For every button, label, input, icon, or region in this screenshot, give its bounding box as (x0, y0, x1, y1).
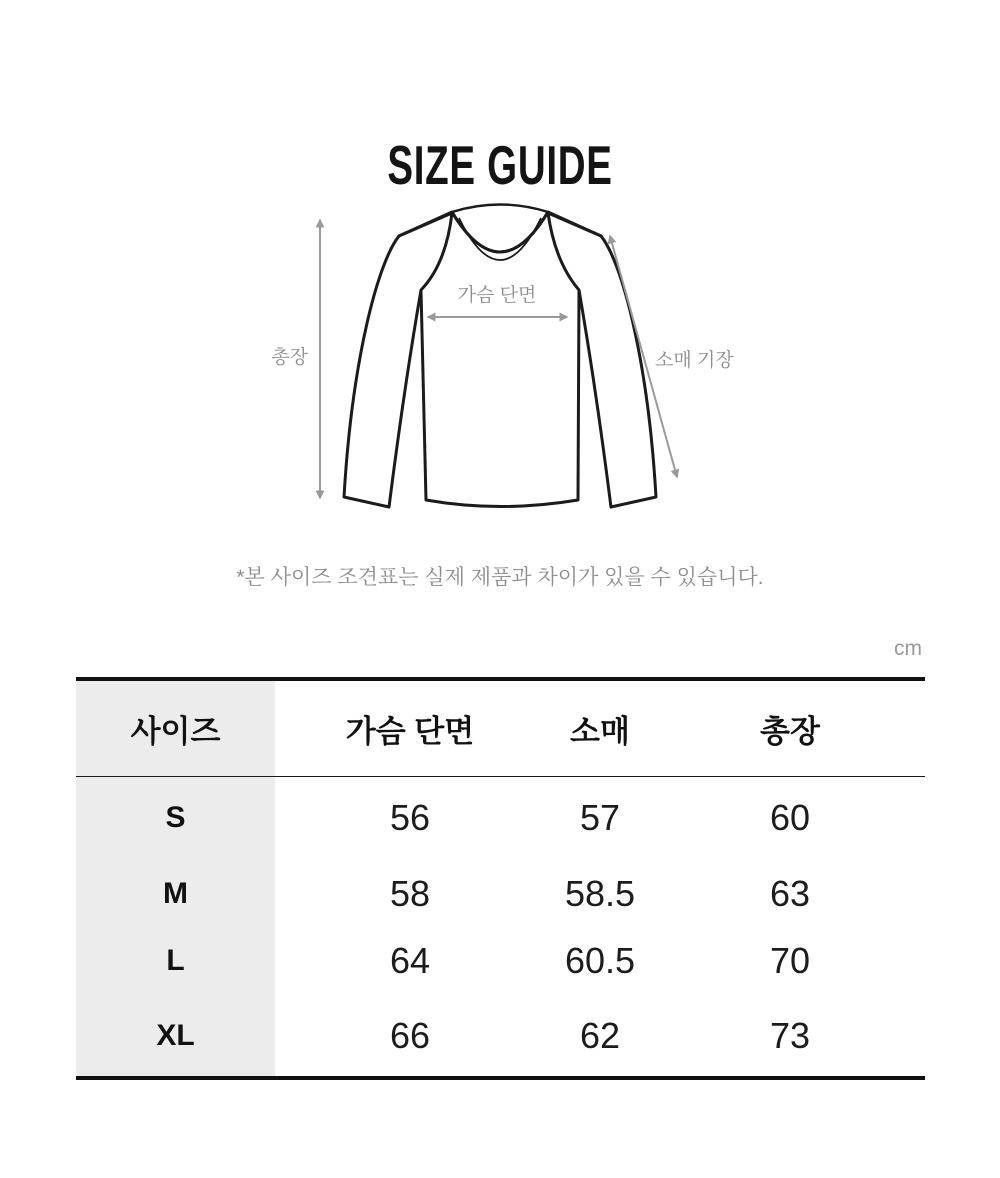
sleeve-measure-label: 소매 기장 (655, 350, 734, 371)
unit-label: cm (894, 637, 922, 660)
chest-cell: 56 (389, 797, 431, 839)
length-cell: 70 (769, 940, 811, 981)
chest-cell: 66 (389, 1014, 431, 1056)
sleeve-cell: 58.5 (564, 872, 636, 914)
chest-cell: 64 (389, 940, 431, 981)
shirt-back-neck-line (452, 205, 548, 213)
sleeve-cell: 60.5 (564, 940, 636, 981)
table-row-l (76, 927, 925, 995)
size-table (76, 677, 925, 1080)
col-header-length: 총장 (760, 713, 820, 749)
table-row-m (76, 860, 925, 927)
sleeve-cell: 62 (579, 1014, 621, 1056)
length-measure-label: 총장 (271, 347, 308, 368)
size-cell: L (76, 927, 275, 995)
size-table-header-row (76, 679, 925, 776)
size-cell: M (76, 860, 275, 927)
col-header-size: 사이즈 (76, 679, 275, 776)
size-cell: S (76, 776, 275, 860)
sleeve-cell: 57 (579, 797, 621, 839)
length-cell: 73 (769, 1014, 811, 1056)
length-cell: 63 (769, 872, 811, 914)
size-cell: XL (76, 995, 275, 1078)
page-title: SIZE GUIDE (387, 133, 613, 196)
chest-cell: 58 (389, 872, 431, 914)
table-row-xl (76, 995, 925, 1078)
table-row-s (76, 776, 925, 860)
chest-measure-label: 가슴 단면 (457, 285, 537, 306)
size-disclaimer: *본 사이즈 조견표는 실제 제품과 차이가 있을 수 있습니다. (236, 566, 764, 589)
length-cell: 60 (769, 797, 811, 839)
col-header-chest: 가슴 단면 (345, 713, 475, 749)
col-header-sleeve: 소매 (570, 713, 630, 749)
